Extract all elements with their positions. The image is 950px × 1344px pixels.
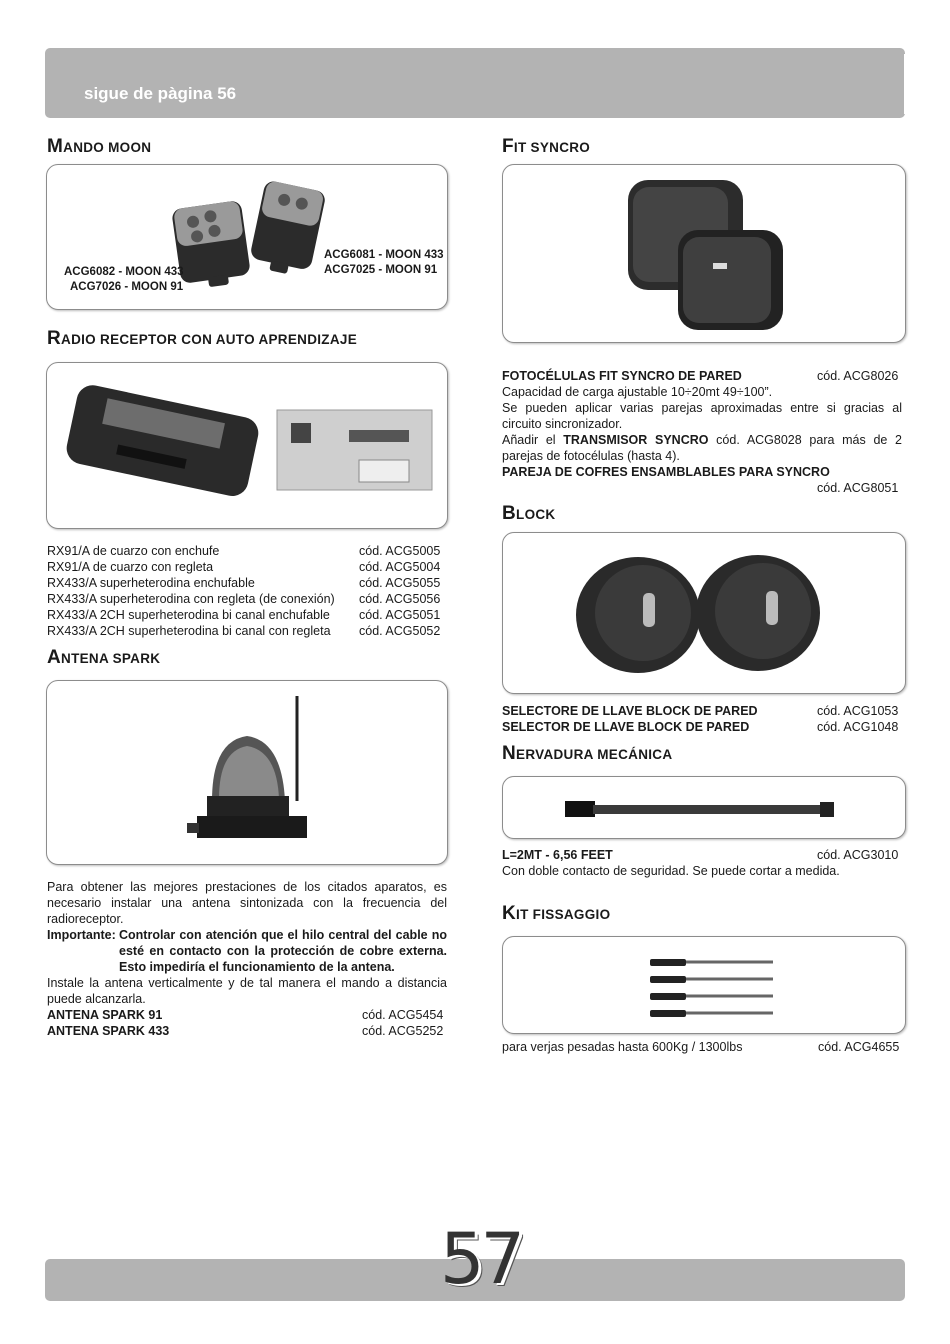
page-number: 57 [440,1218,522,1300]
nervadura-heading: L=2MT - 6,56 FEET [502,848,613,862]
radio-receptor-image-box [46,362,448,529]
fit-syncro-pareja-code: cód. ACG8051 [817,481,899,495]
remote-label-acg7026: ACG7026 - MOON 91 [70,281,184,293]
kit-fissaggio-line: para verjas pesadas hasta 600Kg / 1300lbs cód. ACG4655 [502,1040,900,1054]
section-title-nervadura: NERVADURA MECÁNICA [502,743,673,764]
key-selector-image [573,545,833,675]
list-item: SELECTOR DE LLAVE BLOCK DE PARED cód. ACG1048 [502,720,899,734]
header-continued-text: sigue de pàgina 56 [84,84,237,103]
radio-receptor-list [47,543,447,639]
block-code-list [502,703,902,735]
language-letter-bottom: S [915,80,929,104]
list-item: RX433/A 2CH superheterodina bi canal enchufable cód. ACG5051 [47,608,441,622]
fit-syncro-pareja: PAREJA DE COFRES ENSAMBLABLES PARA SYNCRO [502,465,830,479]
fit-syncro-code: cód. ACG8026 [817,369,899,383]
safety-edge-image [565,799,835,821]
anchor-bolts-image [648,955,778,1025]
nervadura-code: cód. ACG3010 [817,848,899,862]
antena-spark-image-box [46,680,448,865]
remote-controls-image [167,175,337,295]
photocell-image [613,175,783,335]
list-item: ANTENA SPARK 91 cód. ACG5454 [47,1008,444,1022]
list-item: RX433/A 2CH superheterodina bi canal con regleta cód. ACG5052 [47,624,441,638]
section-title-mando-moon: MANDO MOON [47,136,152,157]
important-label: Importante: [47,928,116,942]
section-title-kit-fissaggio: KIT FISSAGGIO [502,903,611,924]
fit-syncro-image-box [502,164,906,343]
nervadura-details [502,847,902,879]
list-item: RX91/A de cuarzo con enchufe cód. ACG5005 [47,544,441,558]
nervadura-line: Con doble contacto de seguridad. Se puede cortar a medida. [502,864,840,878]
antena-code-list [47,1007,447,1039]
language-badge [904,54,940,114]
antenna-lamp-image [187,691,317,856]
kit-fissaggio-code: cód. ACG4655 [818,1040,900,1054]
remote-label-acg7025: ACG7025 - MOON 91 [324,264,438,276]
kit-fissaggio-image-box [502,936,906,1034]
fit-syncro-line-3: Añadir el TRANSMISOR SYNCRO cód. ACG8028 para más de 2 parejas de fotocélulas (hasta 4). [502,433,902,463]
nervadura-image-box [502,776,906,839]
list-item: RX433/A superheterodina enchufable cód. ACG5055 [47,576,441,590]
fit-syncro-heading: FOTOCÉLULAS FIT SYNCRO DE PARED [502,369,742,383]
fit-syncro-line-2: Se pueden aplicar varias parejas aproximadas entre si gracias al circuito sincronizador. [502,401,902,431]
receiver-image [59,375,439,515]
antena-paragraph-1: Para obtener las mejores prestaciones de los citados aparatos, es necesario instalar una antena sintonizada con la frecuencia del radioreceptor. [47,880,447,926]
list-item: RX433/A superheterodina con regleta (de conexión) cód. ACG5056 [47,592,441,606]
mando-moon-image-box [46,164,448,310]
block-image-box [502,532,906,694]
header-bar [45,48,905,118]
list-item: RX91/A de cuarzo con regleta cód. ACG5004 [47,560,441,574]
remote-label-acg6081: ACG6081 - MOON 433 [324,249,444,261]
remote-label-acg6082: ACG6082 - MOON 433 [64,266,184,278]
list-item: SELECTORE DE LLAVE BLOCK DE PARED cód. ACG1053 [502,704,899,718]
antena-paragraph-2: Instale la antena verticalmente y de tal manera el mando a distancia puede alcanzarla. [47,976,447,1006]
section-title-block: BLOCK [502,503,556,524]
fit-syncro-line-1: Capacidad de carga ajustable 10÷20mt 49÷100”. [502,385,773,399]
section-title-fit-syncro: FIT SYNCRO [502,136,591,157]
language-letter-top: E [915,56,929,80]
list-item: ANTENA SPARK 433 cód. ACG5252 [47,1024,444,1038]
antena-important-text: Controlar con atención que el hilo central del cable no esté en contacto con la protección de cobre externa. Esto impediría el funcionamiento de la antena. [119,928,447,974]
section-title-radio-receptor: RADIO RECEPTOR CON AUTO APRENDIZAJE [47,328,358,349]
section-title-antena-spark: ANTENA SPARK [47,647,161,668]
fit-syncro-details [502,368,902,496]
